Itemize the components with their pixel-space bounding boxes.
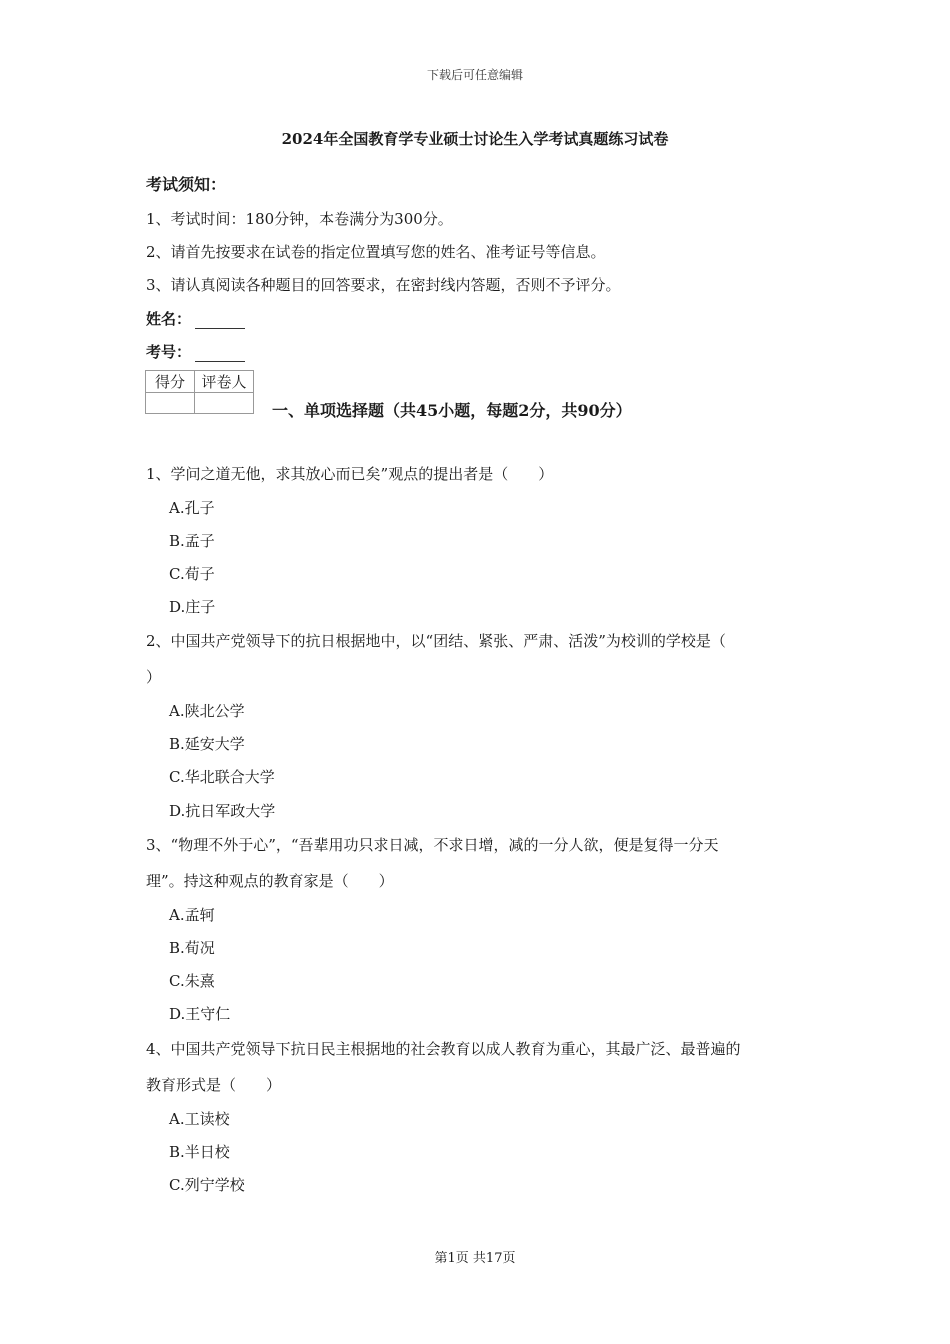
grader-cell — [195, 393, 254, 414]
option: B.孟子 — [169, 532, 215, 550]
score-box — [145, 370, 254, 414]
id-label: 考号： — [146, 343, 192, 361]
notice-heading: 考试须知： — [146, 175, 227, 194]
name-blank — [195, 314, 245, 329]
question-text: 4、中国共产党领导下抗日民主根据地的社会教育以成人教育为重心，其最广泛、最普遍的 — [146, 1040, 741, 1058]
question-text: 1、学问之道无他，求其放心而已矣”观点的提出者是（ ） — [146, 465, 554, 483]
option: A.孔子 — [169, 499, 215, 517]
option: C.荀子 — [169, 565, 215, 583]
grader-header: 评卷人 — [195, 371, 254, 393]
option: A.工读校 — [169, 1110, 230, 1128]
document-title: 2024年全国教育学专业硕士讨论生入学考试真题练习试卷 — [281, 130, 669, 148]
question-text: ） — [146, 668, 162, 686]
page-footer: 第1页 共17页 — [434, 1251, 516, 1266]
section-title: 一、单项选择题（共45小题，每题2分，共90分） — [272, 401, 632, 420]
option: D.王守仁 — [169, 1005, 231, 1023]
option: B.荀况 — [169, 939, 215, 957]
option: A.孟轲 — [169, 906, 215, 924]
option: B.半日校 — [169, 1143, 230, 1161]
id-field — [146, 341, 245, 362]
option: D.庄子 — [169, 598, 216, 616]
question-text: 3、“物理不外于心”，“吾辈用功只求日减，不求日增，减的一分人欲，便是复得一分天 — [146, 836, 719, 854]
notice-item: 2、请首先按要求在试卷的指定位置填写您的姓名、准考证号等信息。 — [146, 243, 606, 261]
notice-item: 3、请认真阅读各种题目的回答要求，在密封线内答题，否则不予评分。 — [146, 276, 621, 294]
option: C.华北联合大学 — [169, 768, 275, 786]
option: A.陕北公学 — [169, 702, 245, 720]
name-label: 姓名： — [146, 310, 192, 328]
question-text: 2、中国共产党领导下的抗日根据地中，以“团结、紧张、严肃、活泼”为校训的学校是（ — [146, 632, 726, 650]
option: B.延安大学 — [169, 735, 245, 753]
header-note: 下载后可任意编辑 — [426, 68, 523, 82]
option: C.列宁学校 — [169, 1176, 245, 1194]
option: D.抗日军政大学 — [169, 802, 276, 820]
question-text: 教育形式是（ ） — [146, 1076, 282, 1094]
id-blank — [195, 347, 245, 362]
score-header: 得分 — [146, 371, 195, 393]
name-field — [146, 308, 245, 329]
score-cell — [146, 393, 195, 414]
option: C.朱熹 — [169, 972, 215, 990]
question-text: 理”。持这种观点的教育家是（ ） — [146, 872, 394, 890]
notice-item: 1、考试时间：180分钟，本卷满分为300分。 — [146, 210, 453, 228]
